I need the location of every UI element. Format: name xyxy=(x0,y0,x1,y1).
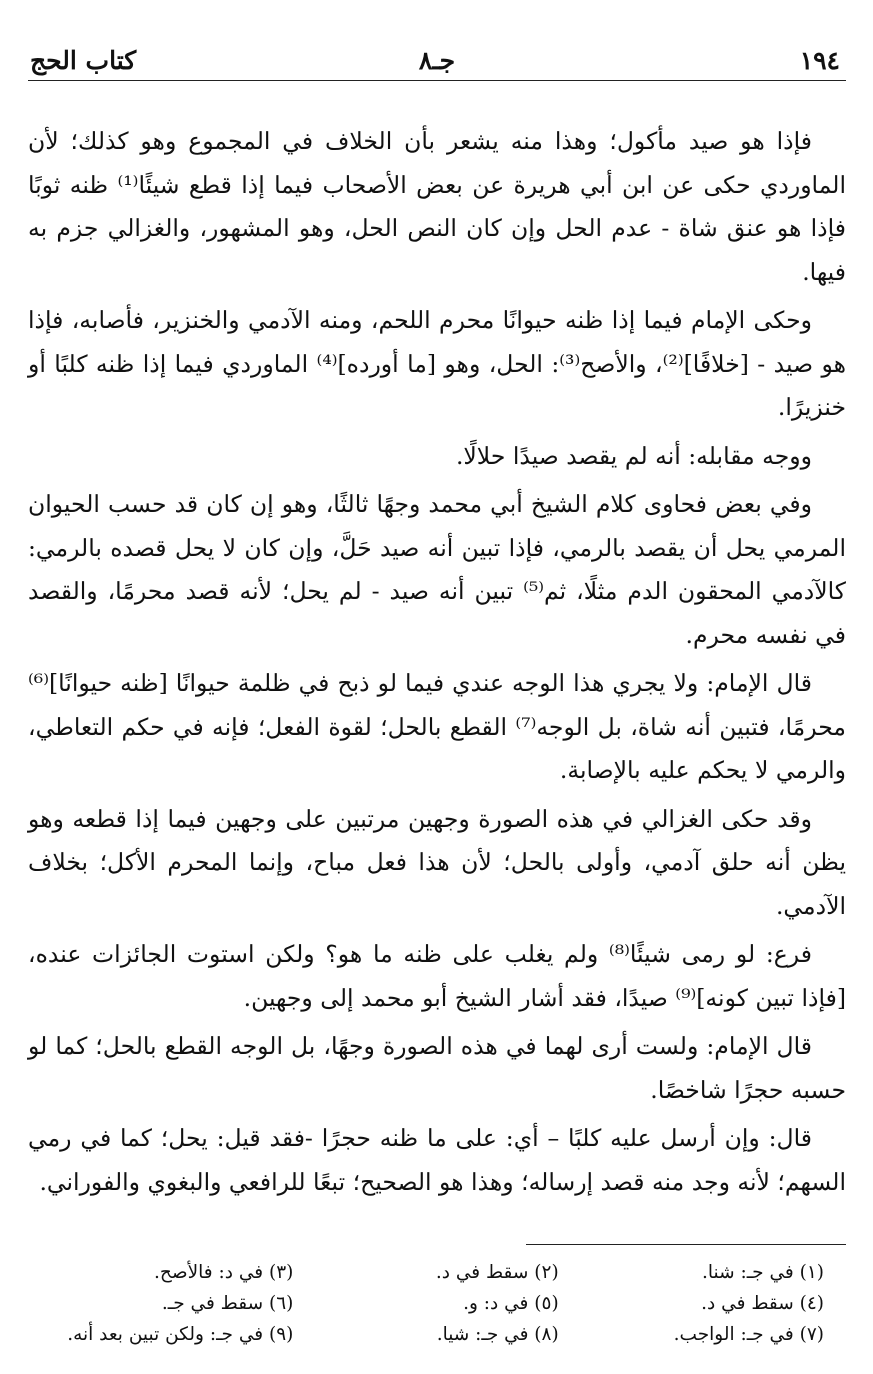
paragraph: ووجه مقابله: أنه لم يقصد صيدًا حلالًا. xyxy=(455,441,812,470)
footnote: (١) في جـ: شنا. xyxy=(702,1262,824,1283)
main-text xyxy=(28,120,846,1204)
footnote: (٣) في د: فالأصح. xyxy=(154,1262,294,1283)
paragraph: وفي بعض فحاوى كلام الشيخ أبي محمد وجهًا ثالثًا، وهو إن كان قد حسب الحيوان المرمي يحل أن يقصد بالرمي، فإذا تبين أنه صيد حَلَّ، وإن كان لا يحل قصده بالرمي: كالآدمي المحقون الدم مثلًا، ثم⁽⁵⁾ تبين أنه صيد - لم يحل؛ لأنه قصد محرمًا، والقصد في نفسه محرم. xyxy=(28,490,846,649)
paragraph: قال: وإن أرسل عليه كلبًا – أي: على ما ظنه حجرًا -فقد قيل: يحل؛ كما في رمي السهم؛ لأنه وجد منه قصد إرساله؛ وهذا هو الصحيح؛ تبعًا للرافعي والبغوي والفوراني. xyxy=(28,1124,846,1196)
volume-label: جـ٨ xyxy=(418,46,456,75)
paragraph: فرع: لو رمى شيئًا⁽⁸⁾ ولم يغلب على ظنه ما هو؟ ولكن استوت الجائزات عنده، [فإذا تبين كونه]⁽⁹⁾ صيدًا، فقد أشار الشيخ أبو محمد إلى وجهين. xyxy=(28,940,846,1012)
footnote: (٩) في جـ: ولكن تبين بعد أنه. xyxy=(67,1324,294,1345)
footnote: (٨) في جـ: شيا. xyxy=(436,1324,559,1345)
book-title: كتاب الحج xyxy=(30,46,137,75)
paragraph: وحكى الإمام فيما إذا ظنه حيوانًا محرم اللحم، ومنه الآدمي والخنزير، فأصابه، فإذا هو صيد - [خلافًا]⁽²⁾، والأصح⁽³⁾: الحل، وهو [ما أورده]⁽⁴⁾ الماوردي فيما إذا ظنه كلبًا أو خنزيرًا. xyxy=(28,306,846,421)
footnotes xyxy=(28,1259,824,1348)
paragraph: قال الإمام: ولا يجري هذا الوجه عندي فيما لو ذبح في ظلمة حيوانًا [ظنه حيوانًا]⁽⁶⁾ محرمًا، فتبين أنه شاة، بل الوجه⁽⁷⁾ القطع بالحل؛ لقوة الفعل؛ فإنه في حكم التعاطي، والرمي لا يحكم عليه بالإصابة. xyxy=(28,669,846,784)
footnote-rule xyxy=(526,1244,846,1245)
paragraph: قال الإمام: ولست أرى لهما في هذه الصورة وجهًا، بل الوجه القطع بالحل؛ كما لو حسبه حجرًا شاخصًا. xyxy=(28,1032,846,1104)
paragraph: وقد حكى الغزالي في هذه الصورة وجهين مرتبين على وجهين فيما إذا قطعه وهو يظن أنه حلق آدمي، وأولى بالحل؛ لأن هذا فعل مباح، وإنما المحرم الأكل؛ بخلاف الآدمي. xyxy=(28,804,846,920)
header-rule xyxy=(28,80,846,81)
book-page xyxy=(28,40,846,1348)
paragraph: فإذا هو صيد مأكول؛ وهذا منه يشعر بأن الخلاف في المجموع وهو كذلك؛ لأن الماوردي حكى عن ابن أبي هريرة عن بعض الأصحاب فيما إذا قطع شيئًا⁽¹⁾ ظنه ثوبًا فإذا هو عنق شاة - عدم الحل وإن كان النص الحل، وهو المشهور، والغزالي جزم به فيها. xyxy=(28,127,846,286)
page-number: ١٩٤ xyxy=(799,46,840,75)
footnote: (٦) سقط في جـ. xyxy=(161,1293,294,1314)
running-header xyxy=(28,40,846,82)
footnote: (٤) سقط في د. xyxy=(701,1293,824,1314)
footnote: (٥) في د: و. xyxy=(463,1293,559,1314)
footnote: (٧) في جـ: الواجب. xyxy=(673,1324,824,1345)
footnote: (٢) سقط في د. xyxy=(435,1262,559,1283)
